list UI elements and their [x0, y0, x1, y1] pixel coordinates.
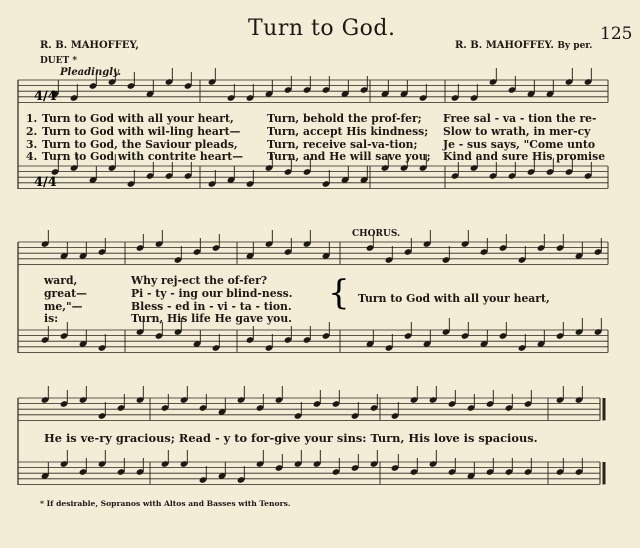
lyric-line: me,"—: [44, 299, 83, 313]
chorus-line-1: Turn to God with all your heart,: [358, 292, 550, 305]
lyric-line: Free sal - va - tion the re-: [443, 112, 597, 125]
verse-number: 3.: [26, 137, 38, 151]
lyric-line: Slow to wrath, in mer-cy: [443, 124, 591, 138]
part-label: [40, 56, 77, 66]
verse-lyrics-part4: [44, 275, 87, 326]
lyric-line: Turn to God with wil-ling heart—: [42, 124, 241, 138]
verse-number: 2.: [26, 124, 38, 138]
tempo-marking: Pleadingly.: [60, 67, 122, 78]
verse-lyrics-part2: [267, 113, 431, 164]
verse-lyrics-part1: [42, 113, 243, 164]
time-signature: 4/4: [34, 89, 57, 104]
lyric-line: Turn, and He will save you;: [267, 150, 431, 164]
lyric-line: Why rej-ect the of-fer?: [131, 274, 268, 287]
words-author: R. B. MAHOFFEY,: [40, 40, 139, 51]
lyric-line: great—: [44, 286, 87, 300]
music-author: [455, 40, 592, 51]
verse-number: 4.: [26, 150, 38, 164]
verse-number: 1.: [26, 112, 38, 125]
lyric-line: Turn, receive sal-va-tion;: [267, 137, 418, 151]
verse-lyrics-part3: [443, 113, 605, 164]
page-number: 125: [600, 24, 633, 44]
lyric-line: Bless - ed in - vi - ta - tion.: [131, 299, 292, 313]
lyric-line: Turn to God, the Saviour pleads,: [42, 137, 238, 151]
hymn-title: Turn to God.: [248, 16, 396, 41]
music-author-name: R. B. MAHOFFEY.: [455, 40, 554, 51]
time-signature: 4/4: [34, 175, 57, 190]
lyric-line: is:: [44, 312, 59, 326]
permission-note: By per.: [557, 41, 593, 51]
lyric-line: Turn, His life He gave you.: [131, 312, 292, 326]
footnote-mark: *: [72, 56, 78, 66]
lyric-brace: {: [328, 273, 350, 313]
lyric-line: Je - sus says, "Come unto: [443, 137, 596, 151]
verse-numbers: [26, 113, 37, 164]
lyric-line: Turn to God with contrite heart—: [42, 150, 244, 164]
part-name: DUET: [40, 56, 70, 66]
lyric-line: Pi - ty - ing our blind-ness.: [131, 286, 293, 300]
lyric-line: Turn, accept His kindness;: [267, 124, 429, 138]
chorus-line-2: He is ve-ry gracious; Read - y to for-give your sins: Turn, His love is spacious.: [44, 431, 538, 445]
verse-lyrics-part5: [131, 275, 293, 326]
lyric-line: Turn to God with all your heart,: [42, 112, 234, 125]
lyric-line: Kind and sure His promise: [443, 150, 606, 164]
chorus-label: CHORUS.: [352, 229, 401, 239]
footnote: * If desirable, Sopranos with Altos and Basses with Tenors.: [40, 499, 291, 508]
lyric-line: ward,: [44, 274, 78, 287]
lyric-line: Turn, behold the prof-fer;: [267, 112, 422, 125]
